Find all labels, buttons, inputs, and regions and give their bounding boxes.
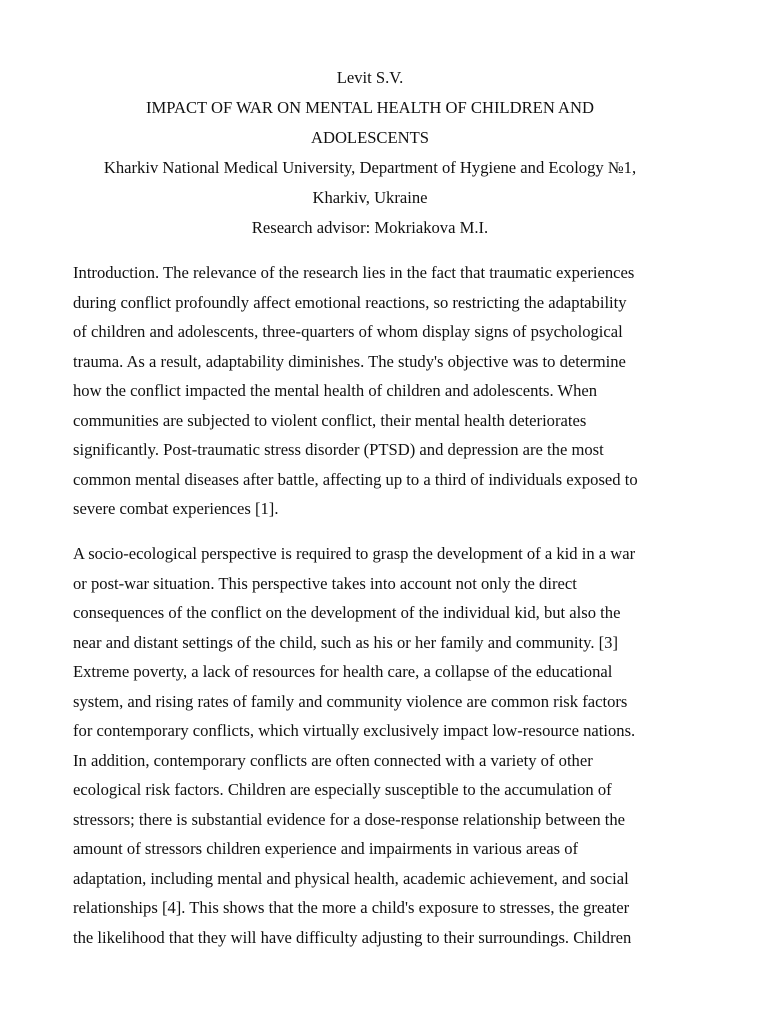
paragraph-line: significantly. Post-traumatic stress disorder (PTSD) and depression are the most [73, 440, 604, 459]
paragraph-line: In addition, contemporary conflicts are often connected with a variety of other [73, 750, 593, 770]
paragraph-line: communities are subjected to violent conflict, their mental health deteriorates [73, 410, 587, 430]
paragraph-line: how the conflict impacted the mental health of children and adolescents. When [73, 381, 598, 400]
paper-header [60, 63, 680, 243]
paragraph-line: stressors; there is substantial evidence for a dose-response relationship between the [73, 809, 626, 829]
paragraph-line: adaptation, including mental and physical health, academic achievement, and social [73, 868, 629, 888]
paragraph-line: during conflict profoundly affect emotional reactions, so restricting the adaptability [73, 292, 627, 312]
paragraph-line: system, and rising rates of family and community violence are common risk factors [73, 691, 628, 711]
paragraph-line: for contemporary conflicts, which virtually exclusively impact low-resource nations. [73, 721, 636, 740]
paragraph-line: the likelihood that they will have difficulty adjusting to their surroundings. Children [73, 927, 632, 947]
socio-ecological-paragraph [73, 539, 693, 952]
paragraph-line: common mental diseases after battle, affecting up to a third of individuals exposed to [73, 469, 638, 489]
affiliation-line-1: Kharkiv National Medical University, Department of Hygiene and Ecology №1, [103, 158, 637, 177]
paragraph-line: near and distant settings of the child, such as his or her family and community. [3] [73, 632, 619, 652]
affiliation-line-2: Kharkiv, Ukraine [312, 188, 428, 207]
paper-title-line-1: IMPACT OF WAR ON MENTAL HEALTH OF CHILDREN AND [146, 98, 594, 117]
introduction-paragraph [73, 258, 693, 524]
paragraph-line: of children and adolescents, three-quarters of whom display signs of psychological [73, 322, 623, 341]
author-name: Levit S.V. [336, 68, 404, 87]
paragraph-line: trauma. As a result, adaptability diminishes. The study's objective was to determine [73, 351, 626, 371]
paragraph-line: A socio-ecological perspective is required to grasp the development of a kid in a war [73, 544, 636, 563]
paragraph-line: severe combat experiences [1]. [73, 499, 279, 518]
paragraph-line: Extreme poverty, a lack of resources for health care, a collapse of the educational [73, 662, 613, 681]
paragraph-line: or post-war situation. This perspective takes into account not only the direct [73, 573, 577, 593]
paragraph-line: ecological risk factors. Children are especially susceptible to the accumulation of [73, 780, 612, 799]
paragraph-line: amount of stressors children experience and impairments in various areas of [73, 839, 579, 858]
research-advisor: Research advisor: Mokriakova M.I. [251, 218, 489, 237]
paragraph-line: consequences of the conflict on the development of the individual kid, but also the [73, 603, 621, 622]
paragraph-line: relationships [4]. This shows that the more a child's exposure to stresses, the greater [73, 898, 630, 917]
paper-title-line-2: ADOLESCENTS [310, 128, 429, 147]
paragraph-line: Introduction. The relevance of the research lies in the fact that traumatic experiences [73, 263, 635, 282]
